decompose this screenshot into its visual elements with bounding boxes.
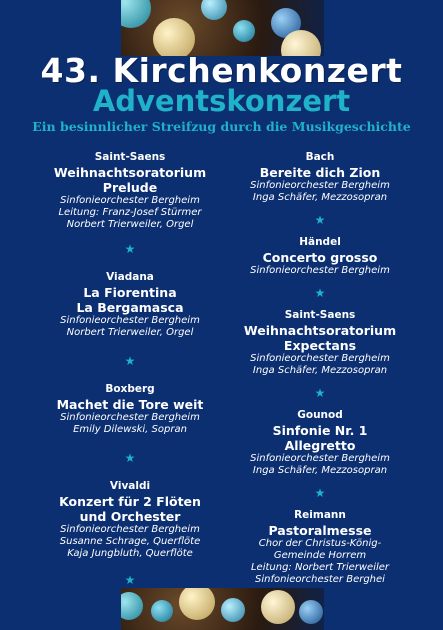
work-title-line: Pastoralmesse — [268, 523, 372, 538]
composer-name: Bach — [305, 151, 335, 163]
program-item — [220, 508, 420, 586]
work-title — [30, 494, 230, 524]
composer-name: Saint-Saens — [284, 309, 356, 321]
concert-subtitle: Adventskonzert — [92, 84, 351, 118]
program-column-left — [30, 150, 230, 597]
performer-line: Sinfonieorchester Bergheim — [60, 524, 200, 535]
program-column-right — [220, 150, 420, 586]
work-title-line: Weihnachtsoratorium — [53, 165, 207, 180]
program-item — [220, 235, 420, 277]
performer-line: Kaja Jungbluth, Querflöte — [67, 548, 193, 559]
program-item — [220, 408, 420, 477]
star-icon: ★ — [314, 213, 326, 227]
performer-line: Sinfonieorchester Bergheim — [250, 265, 390, 276]
performers — [220, 538, 420, 586]
work-title — [30, 397, 230, 412]
performer-line: Inga Schäfer, Mezzosopran — [252, 365, 388, 376]
footer-ornament-photo — [121, 588, 324, 630]
performer-line: Norbert Trierweiler, Orgel — [66, 327, 194, 338]
program-header — [0, 52, 443, 135]
performer-line: Sinfonieorchester Bergheim — [60, 315, 200, 326]
program-item — [30, 150, 230, 231]
header-ornament-photo — [121, 0, 324, 56]
work-title-line: Konzert für 2 Flöten — [59, 494, 201, 509]
performer-line: Emily Dilewski, Sopran — [73, 424, 187, 435]
work-title-line: Bereite dich Zion — [259, 165, 381, 180]
program-item — [220, 308, 420, 377]
performer-line: Inga Schäfer, Mezzosopran — [252, 465, 388, 476]
composer-name: Reimann — [294, 509, 346, 521]
performer-line: Sinfonieorchester Bergheim — [60, 195, 200, 206]
star-icon: ★ — [124, 451, 136, 465]
star-icon: ★ — [314, 386, 326, 400]
work-title-line: Weihnachtsoratorium — [243, 323, 397, 338]
performers — [30, 524, 230, 560]
performers — [30, 315, 230, 339]
composer-name: Saint-Saens — [94, 151, 166, 163]
work-title-line: La Fiorentina — [83, 285, 177, 300]
performer-line: Sinfonieorchester Bergheim — [250, 180, 390, 191]
performers — [220, 353, 420, 377]
work-title-line: Expectans — [283, 338, 357, 353]
work-title-line: Allegretto — [284, 438, 356, 453]
work-title — [30, 285, 230, 315]
program-item — [30, 479, 230, 560]
composer-name: Gounod — [297, 409, 343, 421]
performer-line: Sinfonieorchester Bergheim — [250, 353, 390, 364]
performers — [30, 195, 230, 231]
concert-tagline: Ein besinnlicher Streifzug durch die Musikgeschichte — [32, 119, 411, 134]
composer-name: Vivaldi — [109, 480, 151, 492]
performer-line: Chor der Christus-König- — [258, 538, 382, 549]
performer-line: Sinfonieorchester Berghei — [255, 574, 385, 585]
performer-line: Inga Schäfer, Mezzosopran — [252, 192, 388, 203]
work-title — [220, 165, 420, 180]
work-title-line: Concerto grosso — [262, 250, 378, 265]
work-title-line: La Bergamasca — [76, 300, 184, 315]
performer-line: Leitung: Franz-Josef Stürmer — [58, 207, 202, 218]
star-icon: ★ — [124, 354, 136, 368]
performer-line: Sinfonieorchester Bergheim — [250, 453, 390, 464]
work-title-line: Sinfonie Nr. 1 — [272, 423, 368, 438]
performer-line: Sinfonieorchester Bergheim — [60, 412, 200, 423]
work-title-line: und Orchester — [79, 509, 181, 524]
star-icon: ★ — [124, 242, 136, 256]
work-title — [30, 165, 230, 195]
performer-line: Norbert Trierweiler, Orgel — [66, 219, 194, 230]
star-icon: ★ — [314, 286, 326, 300]
performers — [220, 265, 420, 277]
work-title — [220, 250, 420, 265]
composer-name: Boxberg — [105, 383, 155, 395]
composer-name: Viadana — [106, 271, 154, 283]
work-title — [220, 323, 420, 353]
star-icon: ★ — [124, 573, 136, 587]
performer-line: Leitung: Norbert Trierweiler — [250, 562, 390, 573]
work-title-line: Prelude — [102, 180, 158, 195]
work-title — [220, 523, 420, 538]
performers — [220, 180, 420, 204]
work-title — [220, 423, 420, 453]
program-item — [30, 382, 230, 436]
composer-name: Händel — [299, 236, 341, 248]
performers — [30, 412, 230, 436]
performer-line: Gemeinde Horrem — [273, 550, 367, 561]
star-icon: ★ — [314, 486, 326, 500]
performers — [220, 453, 420, 477]
program-item — [220, 150, 420, 204]
performer-line: Susanne Schrage, Querflöte — [59, 536, 201, 547]
concert-title: 43. Kirchenkonzert — [40, 51, 403, 90]
program-item — [30, 270, 230, 339]
work-title-line: Machet die Tore weit — [56, 397, 204, 412]
